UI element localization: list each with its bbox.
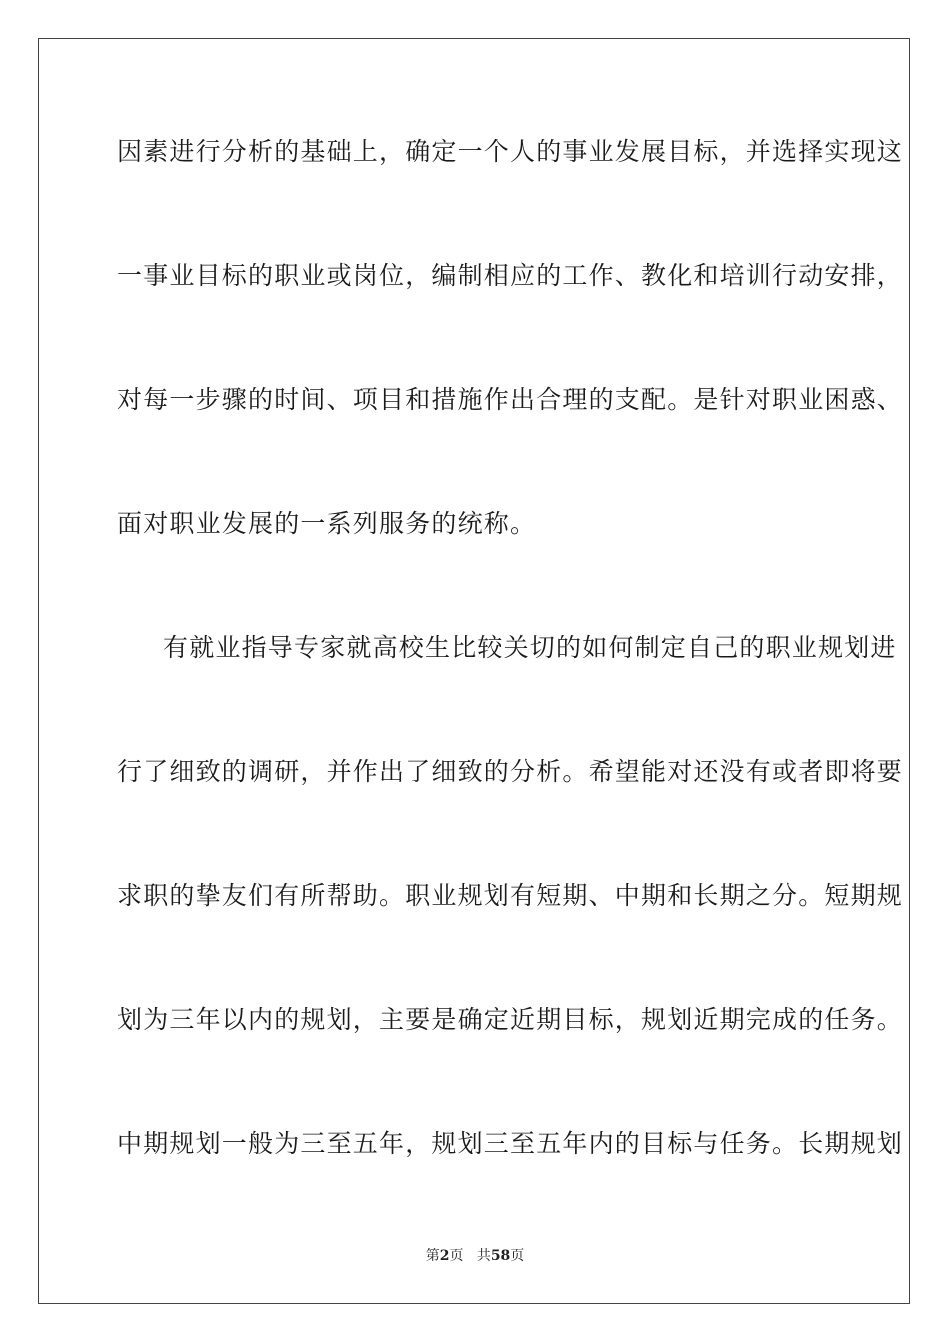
paragraph-line-6: 行了细致的调研，并作出了细致的分析。希望能对还没有或者即将要 — [117, 757, 904, 786]
paragraph-line-9: 中期规划一般为三至五年，规划三至五年内的目标与任务。长期规划 — [117, 1129, 904, 1158]
total-suffix: 页 — [510, 1248, 525, 1264]
total-pages: 58 — [490, 1248, 511, 1264]
page-border — [38, 38, 910, 1304]
page-prefix: 第 — [425, 1248, 440, 1264]
total-prefix: 共 — [476, 1248, 491, 1264]
page-number: 2 — [439, 1248, 450, 1264]
paragraph-line-4: 面对职业发展的一系列服务的统称。 — [117, 509, 537, 538]
page-footer — [0, 1247, 950, 1265]
paragraph-line-5: 有就业指导专家就高校生比较关切的如何制定自己的职业规划进 — [163, 633, 897, 662]
paragraph-line-8: 划为三年以内的规划，主要是确定近期目标，规划近期完成的任务。 — [117, 1005, 904, 1034]
paragraph-line-1: 因素进行分析的基础上，确定一个人的事业发展目标，并选择实现这 — [117, 137, 904, 166]
paragraph-line-2: 一事业目标的职业或岗位，编制相应的工作、教化和培训行动安排， — [117, 261, 904, 290]
paragraph-line-7: 求职的挚友们有所帮助。职业规划有短期、中期和长期之分。短期规 — [117, 881, 904, 910]
paragraph-line-3: 对每一步骤的时间、项目和措施作出合理的支配。是针对职业困惑、 — [117, 385, 904, 414]
page-suffix: 页 — [449, 1248, 464, 1264]
